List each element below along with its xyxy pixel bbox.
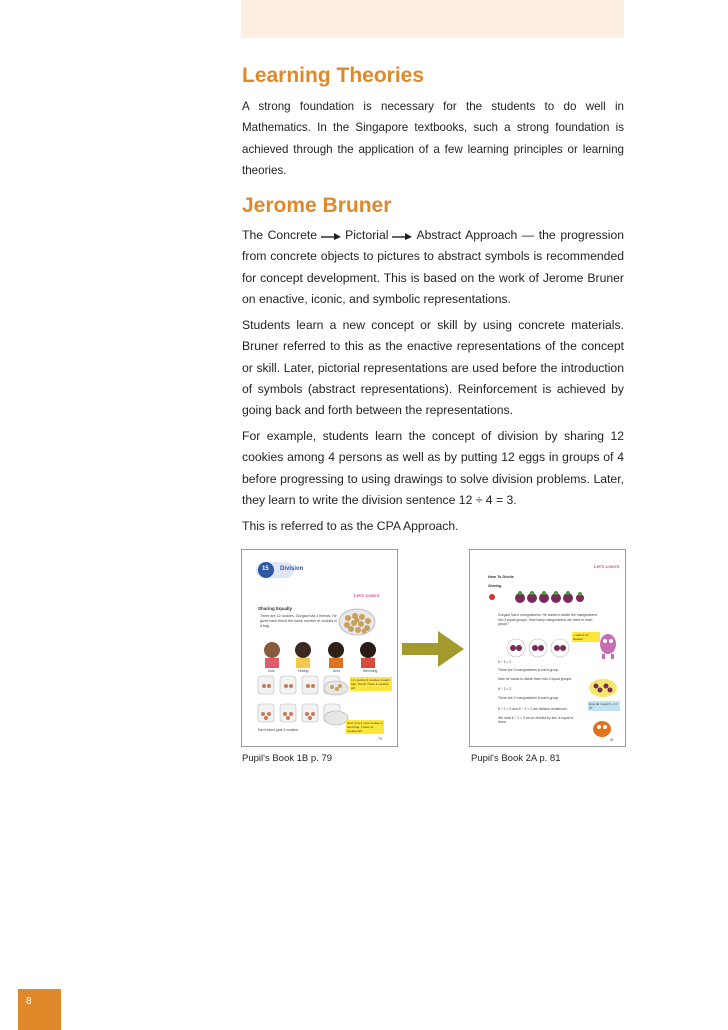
right-page-number: 81 bbox=[610, 738, 614, 742]
pupils-book-1b-thumbnail bbox=[241, 549, 398, 747]
read-question-bubble: How do I read 6 ÷ 2 = 3? bbox=[588, 701, 620, 711]
top-color-band bbox=[241, 0, 624, 38]
division-line-5: There are 2 mangosteens in each group. bbox=[498, 696, 560, 700]
division-line-4: 6 ÷ 3 = 2 bbox=[498, 687, 512, 691]
learning-theories-paragraph: A strong foundation is necessary for the students to do well in Mathematics. In the Singapore textbooks, such a strong foundation is achieved through the application of a few learning principles or learning theories. bbox=[242, 100, 624, 177]
how-to-divide-heading: How To Divide bbox=[488, 575, 514, 579]
mangosteens-illustration bbox=[514, 588, 584, 608]
child-name-wenming: Wenming bbox=[363, 669, 378, 673]
child-name-indu: Indu bbox=[268, 669, 275, 673]
child-name-amit: Amit bbox=[333, 669, 340, 673]
division-line-7: We read 6 ÷ 2 = 3 as six divided by two is equal to three. bbox=[498, 716, 574, 725]
chapter-title: Division bbox=[280, 566, 304, 572]
big-arrow-right-icon bbox=[402, 629, 464, 669]
section-heading-jerome-bruner: Jerome Bruner bbox=[242, 194, 392, 217]
each-friend-text: Each friend gets 3 cookies. bbox=[258, 728, 299, 732]
mangosteen-problem-text: Gurgaol has 6 mangosteens. He wants to divide the mangosteens into 3 equal groups. How many mangosteens are there in each group? bbox=[498, 613, 598, 626]
left-page-number: 79 bbox=[378, 737, 382, 741]
arrow-right-icon bbox=[391, 231, 413, 241]
division-line-6: 6 ÷ 2 = 3 and 6 ÷ 3 = 2 are division sentences. bbox=[498, 707, 568, 711]
sharing-equally-heading: Sharing Equally bbox=[258, 606, 293, 611]
enactive-paragraph: Students learn a new concept or skill by using concrete materials. Bruner referred to this as the enactive representations of the concept or skill. Later, pictorial representations are used before the introduction of symbols (abstract representations). Reinforcement is achieved by going back and forth between the representations. bbox=[242, 318, 624, 418]
arrow-right-icon bbox=[320, 231, 342, 241]
cookie-plate-illustration bbox=[338, 608, 376, 636]
mangosteen-pairs-illustration bbox=[588, 676, 618, 698]
child-name-huiling: Huiling bbox=[298, 669, 309, 673]
caption-pupils-book-2a: Pupil's Book 2A p. 81 bbox=[471, 753, 561, 764]
page-number-tab bbox=[18, 989, 61, 1030]
children-illustration bbox=[258, 640, 382, 668]
cpa-approach-paragraph: This is referred to as the CPA Approach. bbox=[242, 519, 459, 533]
page-number: 8 bbox=[26, 996, 32, 1007]
section-heading-learning-theories: Learning Theories bbox=[242, 64, 425, 87]
pictorial-label: Pictorial bbox=[345, 228, 389, 242]
sharing-subheading: Sharing bbox=[488, 584, 502, 588]
division-line-2: There are 3 mangosteens in each group. bbox=[498, 668, 560, 672]
pupils-book-2a-thumbnail bbox=[469, 549, 626, 747]
speech-bubble-2: Now I put 1 more cookie in each bag. I have no cookies left. bbox=[347, 721, 383, 733]
chapter-number: 15 bbox=[262, 566, 269, 572]
division-line-1: 6 ÷ 3 = 2 bbox=[498, 660, 512, 664]
mangosteen-groups-illustration bbox=[506, 638, 570, 658]
speech-bubble-1: I try putting 2 cookies in each bag. There! There 4 cookies left. bbox=[350, 677, 392, 691]
item-marker bbox=[489, 594, 495, 600]
cpa-paragraph bbox=[242, 225, 624, 310]
division-example-paragraph: For example, students learn the concept of division by sharing 12 cookies among 4 persons as well as by putting 12 eggs in groups of 4 before progressing to using drawings to solve division problems. Later, they learn to write the division sentence 12 ÷ 4 = 3. bbox=[242, 429, 624, 507]
cookie-problem-text: There are 12 cookies. Gurgaol has 4 friends. He gives each friend the same number of cookies in a bag. bbox=[260, 614, 338, 628]
division-line-3: Now he wants to divide them into 2 equal groups. bbox=[498, 677, 573, 681]
lets-learn-label: Let's Learn! bbox=[354, 593, 380, 598]
monster-mascot-illustration bbox=[596, 630, 620, 660]
lets-learn-label: Let's Learn! bbox=[594, 564, 620, 569]
concrete-label: The Concrete bbox=[242, 228, 318, 242]
abstract-text: Abstract Approach — the progression from concrete objects to pictures to abstract symbols is recommended for concept development. This is based on the work of Jerome Bruner on enactive, iconic, and symbolic representations. bbox=[242, 228, 624, 306]
division-symbol-bubble: ÷ stands for division bbox=[572, 632, 600, 642]
caption-pupils-book-1b: Pupil's Book 1B p. 79 bbox=[242, 753, 333, 764]
orange-mascot-illustration bbox=[590, 718, 614, 738]
